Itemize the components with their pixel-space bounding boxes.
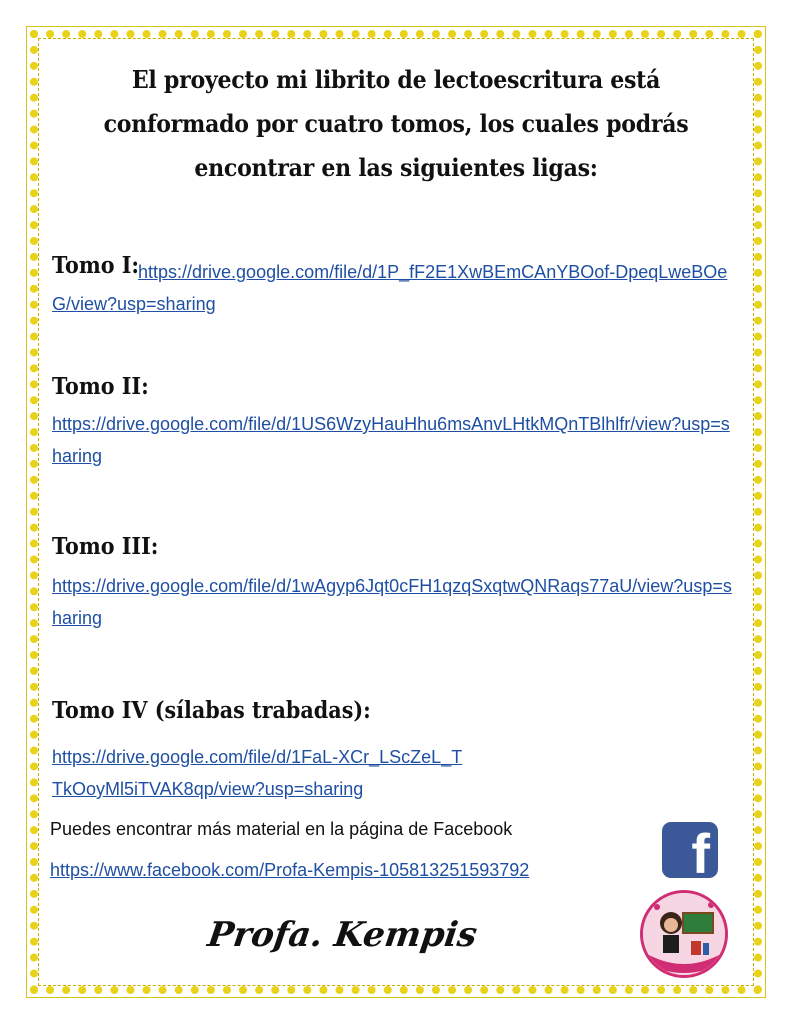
tomo-1-link[interactable]: https://drive.google.com/file/d/1P_fF2E1XwBEmCAnYBOof-DpeqLweBOeG/view?usp=sharing [52,262,728,314]
tomo-3-link[interactable]: https://drive.google.com/file/d/1wAgyp6Jqt0cFH1qzqSxqtwQNRaqs77aU/view?usp=sharing [52,576,732,628]
logo-illustration [643,893,725,975]
tomo-4-label: Tomo IV (sílabas trabadas): [52,697,371,724]
signature: Profa. Kempis [205,915,480,955]
facebook-link[interactable]: https://www.facebook.com/Profa-Kempis-105813251593792 [50,860,530,880]
tomo-4-link[interactable]: https://drive.google.com/file/d/1FaL-XCr_LScZeL_TTkOoyMl5iTVAK8qp/view?usp=sharing [52,747,463,799]
page-heading: El proyecto mi librito de lectoescritura está conformado por cuatro tomos, los cuales podrás encontrar en las siguientes ligas: [103,65,689,182]
tomo-1-label: Tomo I: [52,252,140,279]
tomo-2-link[interactable]: https://drive.google.com/file/d/1US6WzyHauHhu6msAnvLHtkMQnTBlhlfr/view?usp=sharing [52,414,730,466]
profa-kempis-logo [640,890,728,978]
facebook-note: Puedes encontrar más material en la página de Facebook [50,819,513,839]
tomo-3-label: Tomo III: [52,533,159,560]
facebook-icon[interactable]: f [662,822,718,878]
tomo-2-label: Tomo II: [52,373,149,400]
